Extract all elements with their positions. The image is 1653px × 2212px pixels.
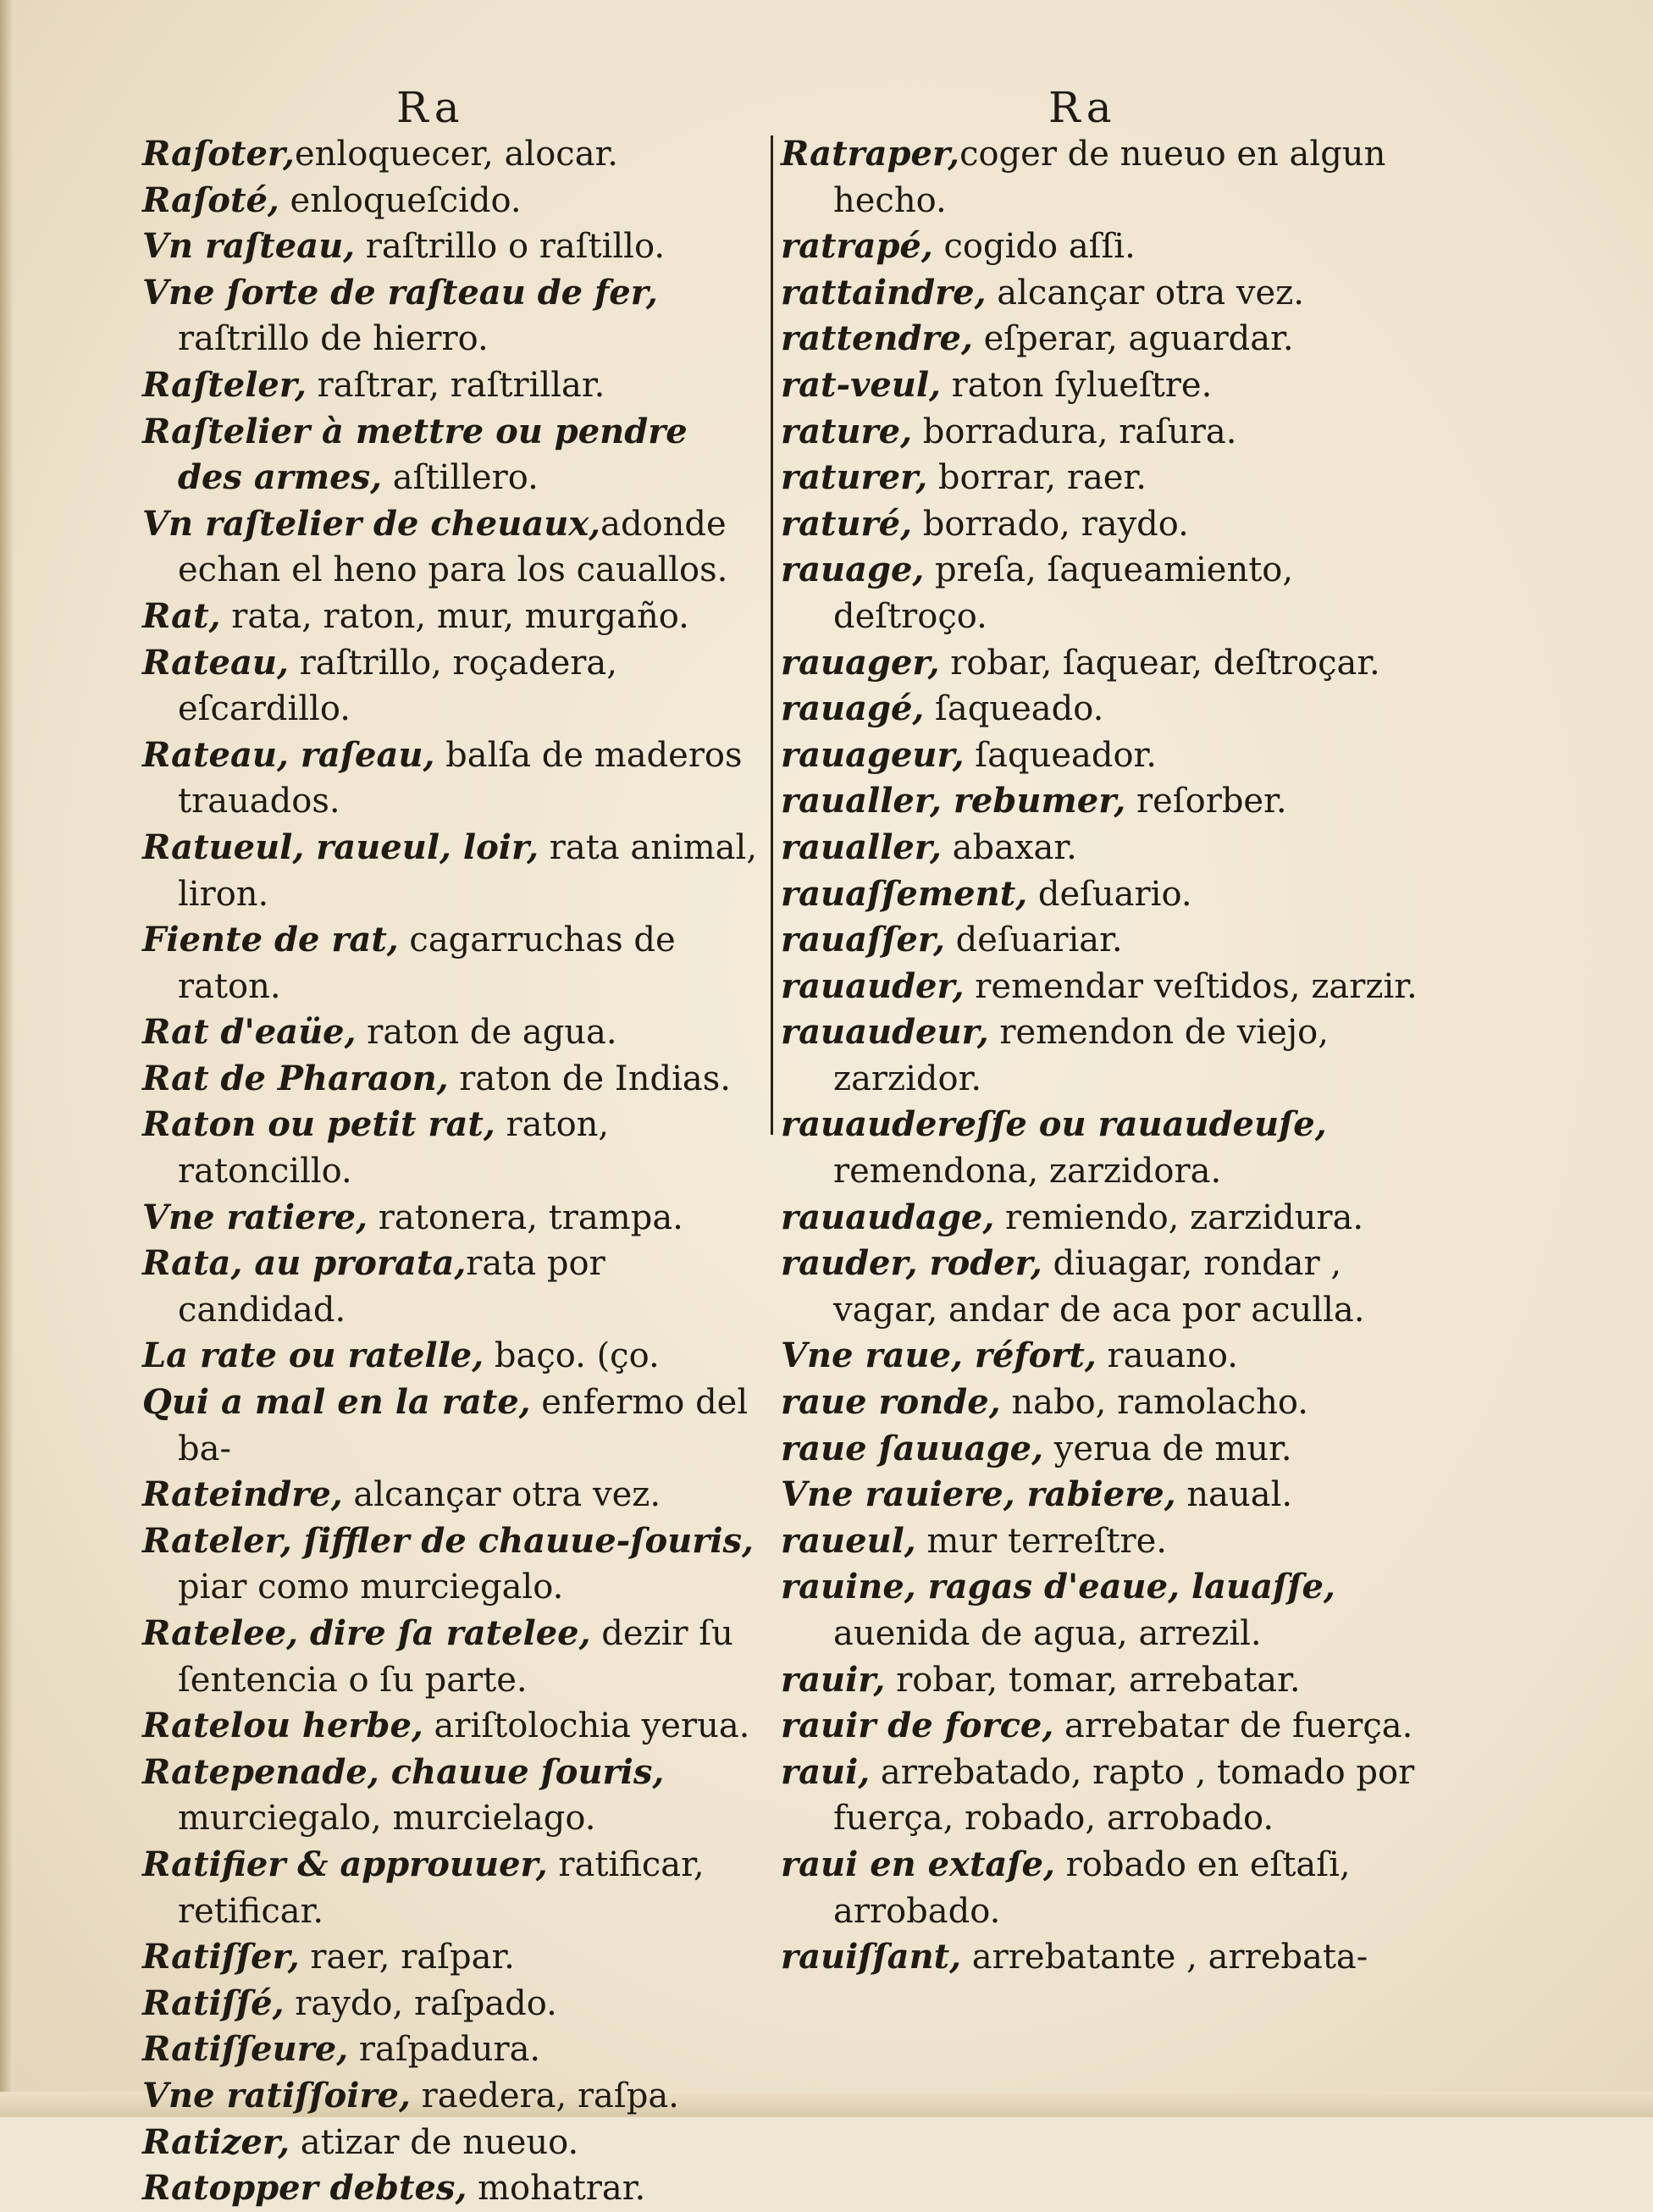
- dictionary-entry: [142, 825, 759, 917]
- entry-translation: mur terreſtre.: [915, 1521, 1168, 1561]
- entry-headword: raue ronde,: [781, 1382, 1001, 1423]
- dictionary-entry: [781, 1564, 1424, 1656]
- entry-translation: ariſtolochia yerua.: [423, 1706, 750, 1746]
- entry-headword: Ratizer,: [142, 2121, 290, 2162]
- entry-translation: preſa, ſaqueamiento, deſtroço.: [833, 550, 1294, 636]
- entry-translation: ſaqueador.: [964, 735, 1157, 775]
- entry-headword: Rateindre,: [142, 1474, 343, 1515]
- dictionary-entry: [142, 1842, 759, 1934]
- entry-headword: Ratepenade, chauue ſouris,: [142, 1751, 665, 1792]
- entry-headword: Raſteler,: [142, 364, 307, 405]
- dictionary-entry: [781, 455, 1424, 501]
- entry-translation: robado en eſtaſi, arrobado.: [833, 1844, 1351, 1931]
- dictionary-entry: [142, 178, 759, 224]
- dictionary-entry: [142, 362, 759, 409]
- entry-headword: rauiſſant,: [781, 1937, 962, 1977]
- entry-translation: remendon de viejo, zarzidor.: [833, 1013, 1329, 1098]
- entry-translation: reſorber.: [1125, 782, 1287, 821]
- dictionary-entry: [781, 224, 1424, 270]
- entry-translation: enloqueſcido.: [279, 180, 522, 220]
- dictionary-entry: [142, 1009, 759, 1056]
- entry-translation: raton ſylueſtre.: [940, 365, 1213, 405]
- dictionary-entry: [142, 1750, 759, 1842]
- entry-translation: raer, raſpar.: [299, 1938, 515, 1977]
- entry-translation: nabo, ramolacho.: [1000, 1383, 1308, 1423]
- entry-headword: Ratueul, raueul, loir,: [142, 827, 539, 867]
- dictionary-entry: [142, 1518, 759, 1611]
- dictionary-entry: [781, 362, 1424, 409]
- entry-headword: rauagé,: [781, 688, 925, 729]
- entry-translation: atizar de nueuo.: [290, 2122, 579, 2162]
- entry-translation: rata por candidad.: [178, 1244, 605, 1330]
- dictionary-entry: [142, 1195, 759, 1241]
- entry-headword: Ratelou herbe,: [142, 1706, 423, 1746]
- entry-translation: abaxar.: [941, 827, 1077, 867]
- entry-translation: arrebatante , arrebata-: [961, 1938, 1368, 1977]
- entry-headword: rauir,: [781, 1659, 886, 1700]
- dictionary-entry: [781, 778, 1424, 825]
- dictionary-entry: [142, 594, 759, 640]
- entry-translation: murciegalo, murcielago.: [178, 1799, 596, 1839]
- dictionary-entry: [142, 1934, 759, 1981]
- entry-translation: ſaqueado.: [924, 689, 1104, 729]
- entry-translation: enloquecer, alocar.: [294, 135, 618, 174]
- entry-translation: enfermo del ba-: [178, 1383, 749, 1468]
- dictionary-entry: [781, 871, 1424, 918]
- entry-translation: deſuariar.: [944, 921, 1123, 960]
- entry-translation: borrado, raydo.: [912, 504, 1189, 544]
- entry-translation: arrebatar de fuerça.: [1053, 1706, 1413, 1746]
- dictionary-entry: [781, 131, 1424, 224]
- entry-translation: remiendo, zarzidura.: [994, 1197, 1364, 1237]
- entry-translation: baço. (ço.: [484, 1336, 660, 1376]
- entry-translation: borradura, raſura.: [912, 412, 1237, 451]
- right-column: [781, 131, 1424, 1981]
- entry-headword: ratrapé,: [781, 226, 933, 267]
- dictionary-entry: [781, 1842, 1424, 1934]
- dictionary-entry: [781, 917, 1424, 964]
- dictionary-entry: [781, 1102, 1424, 1194]
- entry-translation: raſtrar, raſtrillar.: [306, 365, 605, 405]
- dictionary-entry: [781, 1009, 1424, 1102]
- dictionary-entry: [142, 1102, 759, 1194]
- entry-translation: rata animal, liron.: [178, 827, 758, 914]
- entry-headword: rattaindre,: [781, 272, 987, 312]
- entry-headword: rauder, roder,: [781, 1243, 1042, 1284]
- page-binding-edge: [0, 0, 14, 2117]
- entry-translation: raſtrillo, roçadera, eſcardillo.: [178, 643, 617, 729]
- dictionary-entry: [142, 1380, 759, 1472]
- entry-headword: Ratraper,: [781, 134, 960, 174]
- dictionary-entry: [781, 964, 1424, 1010]
- entry-headword: rauaſſer,: [781, 920, 945, 960]
- dictionary-entry: [142, 1703, 759, 1750]
- dictionary-entry: [142, 1611, 759, 1703]
- entry-translation: coger de nueuo en algun hecho.: [833, 135, 1386, 220]
- entry-translation: piar como murciegalo.: [178, 1568, 564, 1607]
- dictionary-entry: [781, 825, 1424, 871]
- dictionary-entry: [781, 316, 1424, 362]
- entry-translation: rauano.: [1096, 1336, 1238, 1376]
- entry-headword: Rateau,: [142, 642, 289, 683]
- entry-translation: adonde echan el heno para los cauallos.: [178, 504, 728, 590]
- dictionary-entry: [142, 2073, 759, 2120]
- entry-translation: raſtrillo o raſtillo.: [355, 227, 666, 267]
- entry-translation: raton de agua.: [356, 1013, 617, 1053]
- right-column-header: Ra: [1048, 83, 1117, 132]
- entry-headword: rauage,: [781, 550, 925, 590]
- entry-translation: cogido aſſi.: [932, 227, 1136, 267]
- entry-translation: alcançar otra vez.: [342, 1475, 661, 1515]
- entry-translation: rata, raton, mur, murgaño.: [220, 596, 689, 636]
- dictionary-entry: [781, 1380, 1424, 1426]
- dictionary-entry: [142, 1981, 759, 2027]
- entry-headword: Raſtelier à mettre ou pendre des armes,: [142, 411, 688, 498]
- entry-headword: rat-veul,: [781, 364, 941, 405]
- entry-headword: Raton ou petit rat,: [142, 1104, 495, 1145]
- dictionary-entry: [781, 1426, 1424, 1473]
- entry-headword: Vn raſteau,: [142, 226, 356, 267]
- entry-translation: deſuario.: [1027, 874, 1192, 914]
- dictionary-entry: [781, 1934, 1424, 1981]
- dictionary-entry: [142, 640, 759, 733]
- entry-headword: Vne ſorte de raſteau de fer,: [142, 272, 658, 312]
- column-divider: [771, 135, 773, 1135]
- entry-headword: rauaudage,: [781, 1197, 995, 1237]
- dictionary-entry: [142, 1056, 759, 1103]
- entry-headword: Vn raſtelier de cheuaux,: [142, 503, 601, 544]
- entry-headword: Ratiſſé,: [142, 1983, 285, 2023]
- entry-headword: rauine, ragas d'eaue, lauaſſe,: [781, 1567, 1335, 1607]
- entry-translation: diuagar, rondar , vagar, andar de aca por aculla.: [833, 1244, 1365, 1330]
- entry-headword: rauaudereſſe ou rauaudeuſe,: [781, 1104, 1327, 1145]
- entry-headword: rauager,: [781, 642, 940, 683]
- entry-headword: Ratopper debtes,: [142, 2168, 467, 2209]
- entry-headword: raui,: [781, 1751, 871, 1792]
- dictionary-entry: [781, 409, 1424, 456]
- entry-translation: raydo, raſpado.: [284, 1983, 557, 2023]
- entry-headword: Ratifier & approuuer,: [142, 1844, 548, 1884]
- dictionary-entry: [142, 1472, 759, 1518]
- entry-headword: rature,: [781, 411, 912, 451]
- dictionary-entry: [142, 270, 759, 362]
- dictionary-entry: [781, 1657, 1424, 1704]
- dictionary-entry: [781, 270, 1424, 317]
- dictionary-entry: [781, 686, 1424, 733]
- dictionary-entry: [142, 733, 759, 825]
- dictionary-entry: [781, 547, 1424, 639]
- dictionary-entry: [781, 1472, 1424, 1518]
- entry-translation: aſtillero.: [382, 458, 539, 498]
- entry-headword: Ratiſſer,: [142, 1937, 300, 1977]
- dictionary-entry: [142, 409, 759, 501]
- dictionary-entry: [142, 2165, 759, 2212]
- entry-translation: eſperar, aguardar.: [972, 319, 1294, 359]
- entry-headword: raturer,: [781, 457, 928, 498]
- entry-translation: remendar veſtidos, zarzir.: [964, 966, 1418, 1006]
- entry-headword: Raſoter,: [142, 134, 295, 174]
- dictionary-entry: [781, 733, 1424, 779]
- entry-headword: Qui a mal en la rate,: [142, 1382, 531, 1423]
- entry-headword: rauaſſement,: [781, 873, 1028, 914]
- entry-headword: raui en extaſe,: [781, 1844, 1055, 1884]
- entry-translation: auenida de agua, arrezil.: [833, 1614, 1262, 1653]
- entry-headword: raualler, rebumer,: [781, 781, 1126, 821]
- dictionary-entry: [142, 917, 759, 1009]
- dictionary-entry: [142, 1241, 759, 1333]
- entry-headword: raueul,: [781, 1520, 916, 1561]
- dictionary-entry: [781, 1333, 1424, 1380]
- entry-headword: rauageur,: [781, 734, 965, 775]
- entry-translation: cagarruchas de raton.: [178, 921, 676, 1006]
- dictionary-entry: [142, 501, 759, 594]
- dictionary-entry: [781, 1518, 1424, 1565]
- entry-headword: rauir de force,: [781, 1706, 1054, 1746]
- entry-headword: raturé,: [781, 503, 912, 544]
- dictionary-entry: [781, 501, 1424, 548]
- entry-headword: Ratelee, dire ſa ratelee,: [142, 1613, 591, 1653]
- dictionary-entry: [781, 1195, 1424, 1241]
- dictionary-entry: [781, 1241, 1424, 1333]
- dictionary-entry: [142, 1333, 759, 1380]
- entry-translation: raedera, raſpa.: [410, 2076, 679, 2115]
- entry-headword: Rat d'eaüe,: [142, 1012, 357, 1053]
- entry-headword: Fiente de rat,: [142, 920, 399, 960]
- dictionary-entry: [142, 131, 759, 178]
- entry-translation: arrebatado, rapto , tomado por fuerça, robado, arrobado.: [833, 1752, 1415, 1839]
- entry-translation: robar, tomar, arrebatar.: [885, 1660, 1301, 1700]
- entry-headword: Rat de Pharaon,: [142, 1058, 449, 1098]
- entry-headword: Vne ratiere,: [142, 1197, 368, 1237]
- entry-headword: Rat,: [142, 595, 221, 636]
- entry-translation: naual.: [1175, 1475, 1293, 1515]
- entry-translation: ratonera, trampa.: [368, 1197, 683, 1237]
- entry-headword: Ratiſſeure,: [142, 2029, 349, 2070]
- entry-translation: robar, ſaquear, deſtroçar.: [939, 643, 1380, 683]
- entry-headword: Vne rauiere, rabiere,: [781, 1474, 1176, 1515]
- entry-translation: raſtrillo de hierro.: [178, 319, 489, 359]
- dictionary-entry: [142, 224, 759, 270]
- entry-translation: borrar, raer.: [927, 458, 1147, 498]
- entry-headword: Rateler, ſiffler de chauue-ſouris,: [142, 1520, 754, 1561]
- entry-headword: Rata, au prorata,: [142, 1243, 467, 1284]
- left-column: [142, 131, 759, 2212]
- left-column-header: Ra: [396, 83, 465, 132]
- entry-headword: Vne raue, réfort,: [781, 1335, 1097, 1376]
- entry-translation: balſa de maderos trauados.: [178, 735, 743, 821]
- entry-translation: ratificar, retificar.: [178, 1844, 705, 1931]
- entry-translation: raton de Indias.: [448, 1059, 731, 1098]
- entry-headword: Vne ratiſſoire,: [142, 2075, 411, 2115]
- entry-headword: raue ſauuage,: [781, 1428, 1043, 1468]
- entry-headword: La rate ou ratelle,: [142, 1335, 484, 1376]
- dictionary-entry: [781, 1703, 1424, 1750]
- entry-headword: rauauder,: [781, 965, 965, 1006]
- entry-translation: dezir ſu ſentencia o ſu parte.: [178, 1614, 733, 1700]
- entry-translation: mohatrar.: [467, 2169, 646, 2209]
- dictionary-entry: [781, 1750, 1424, 1842]
- entry-translation: raſpadura.: [348, 2030, 541, 2070]
- entry-translation: alcançar otra vez.: [986, 273, 1304, 312]
- entry-translation: raton, ratoncillo.: [178, 1105, 610, 1192]
- entry-headword: rattendre,: [781, 318, 973, 359]
- dictionary-entry: [781, 640, 1424, 687]
- entry-headword: raualler,: [781, 827, 942, 867]
- entry-headword: Rateau, raſeau,: [142, 734, 435, 775]
- entry-headword: rauaudeur,: [781, 1012, 989, 1053]
- dictionary-entry: [142, 2120, 759, 2166]
- entry-headword: Raſoté,: [142, 180, 279, 220]
- entry-translation: yerua de mur.: [1043, 1429, 1292, 1468]
- dictionary-entry: [142, 2027, 759, 2073]
- entry-translation: remendona, zarzidora.: [833, 1152, 1222, 1192]
